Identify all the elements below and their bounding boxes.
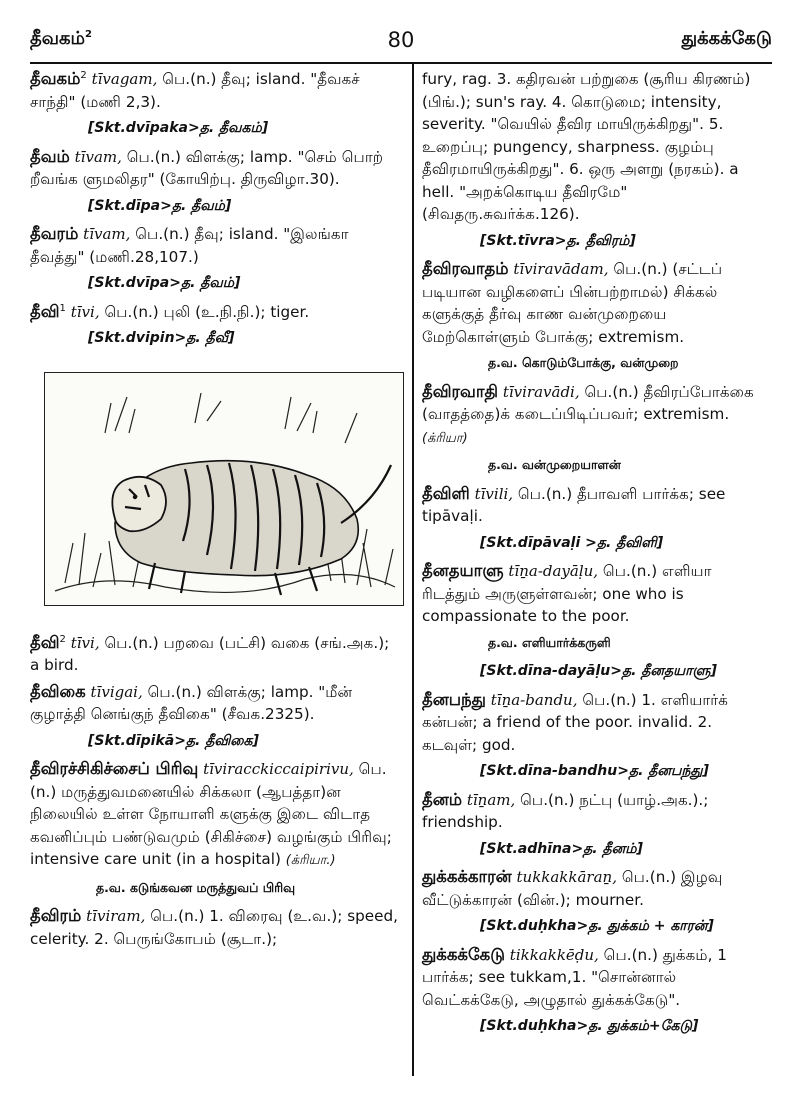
transliteration: tīviracckiccaipirivu, <box>203 760 354 778</box>
source-reference: (க்ரியா) <box>422 430 468 446</box>
headword: தீவரம் <box>30 224 79 243</box>
transliteration: tīvam, <box>83 225 131 243</box>
etymology: [Skt.duḥkha>த. துக்கம் + காரன்] <box>480 918 714 934</box>
dictionary-entry <box>422 483 772 528</box>
headword-superscript: 1 <box>59 302 66 314</box>
headword: தீவிளி <box>422 483 470 503</box>
dictionary-entry <box>30 68 402 113</box>
definition: பெ.(n.) 1. விரைவு (உ.வ.); speed, celerity. 2. பெருங்கோபம் (சூடா.); <box>30 907 398 948</box>
dictionary-entry <box>422 381 772 451</box>
transliteration: tīvili, <box>474 484 514 503</box>
dictionary-entry <box>30 758 402 873</box>
transliteration: tīṉam, <box>466 790 516 809</box>
transliteration: tīvagam, <box>91 70 158 88</box>
source-reference: (க்ரியா.) <box>285 853 336 868</box>
dictionary-entry <box>30 632 402 677</box>
definition: பெ.(n.) தீவிரப்போக்கை (வாதத்தை)க் கடைப்பிடிப்பவர்; extremism. <box>422 382 754 423</box>
etymology: [Skt.dīpāvaḷi >த. தீவிளி] <box>480 534 664 551</box>
headword: துக்கக்காரன் <box>422 867 512 886</box>
transliteration: tīvi, <box>70 633 100 652</box>
definition: பெ.(n.) இழவு வீட்டுக்காரன் (வின்.); mourner. <box>422 868 723 909</box>
tamil-synonym: த.வ. எளியார்க்கருளி <box>488 634 611 650</box>
dictionary-entry <box>422 789 772 834</box>
dictionary-entry <box>422 689 772 757</box>
headword-superscript: 2 <box>80 69 87 81</box>
definition: பெ.(n.) 1. எளியார்க் கன்பன்; a friend of the poor. invalid. 2. கடவுள்; god. <box>422 690 728 754</box>
definition: பெ.(n.) துக்கம், 1 பார்க்க; see tukkam,1. "சொன்னால் வெட்கக்கேடு, அழுதால் துக்கக்கேடு". <box>422 945 727 1009</box>
etymology: [Skt.dīpikā>த. தீவிகை] <box>88 732 259 749</box>
running-head-left: தீவகம்$^2$ <box>30 28 92 49</box>
definition: பெ.(n.) விளக்கு; lamp. "செம் பொற் றீவங்க ளுமலிதர" (கோயிற்பு. திருவிழா.30). <box>30 147 384 188</box>
transliteration: tīvi, <box>70 302 100 321</box>
tiger-drawing <box>45 373 403 605</box>
etymology: [Skt.tīvra>த. தீவிரம்] <box>480 232 636 249</box>
headword: தீவி <box>30 301 60 321</box>
headword: தீவிரவாதி <box>422 381 498 401</box>
headword: தீனபந்து <box>422 689 486 709</box>
transliteration: tīviravādi, <box>502 382 580 401</box>
definition: பெ.(n.) தீவு; island. "இலங்கா தீவத்து" (மணி.28,107.) <box>30 225 349 266</box>
etymology: [Skt.duḥkha>த. துக்கம்+கேடு] <box>480 1018 699 1034</box>
etymology: [Skt.dvīpaka>த. தீவகம்] <box>88 120 269 136</box>
etymology: [Skt.dīna-dayāḷu>த. தீனதயாளு] <box>480 663 717 679</box>
transliteration: tīṉa-bandu, <box>490 690 578 709</box>
definition: பெ.(n.) (சட்டப் படியான வழிகளைப் பின்பற்றாமல்) சிக்கல் களுக்குத் தீர்வு காண வன்முறையை மேற்கொள்ளும் போக்கு; extremism. <box>422 260 723 346</box>
column-divider <box>412 64 414 1076</box>
etymology: [Skt.dīpa>த. தீவம்] <box>88 197 232 214</box>
transliteration: tīṉa-dayāḷu, <box>508 562 599 580</box>
definition: பெ.(n.) தீபாவளி பார்க்க; see tipāvaḷi. <box>422 484 726 525</box>
left-column <box>30 68 402 954</box>
headword: தீவிரச்சிகிச்சைப் பிரிவு <box>30 759 199 778</box>
page-number: 80 <box>387 28 415 52</box>
transliteration: tīviravādam, <box>513 260 609 278</box>
etymology: [Skt.dvipin>த. தீவீ] <box>88 330 235 346</box>
dictionary-entry <box>30 146 402 191</box>
dictionary-entry <box>30 905 402 950</box>
right-column <box>422 68 772 1044</box>
headword: தீவகம் <box>30 69 81 88</box>
etymology: [Skt.dvīpa>த. தீவம்] <box>88 275 241 291</box>
headword-superscript: 2 <box>59 633 66 645</box>
dictionary-entry <box>30 223 402 268</box>
definition: பெ.(n.) நட்பு (யாழ்.அக.).; friendship. <box>422 790 709 831</box>
transliteration: tīvigai, <box>90 682 143 701</box>
definition: பெ.(n.) பறவை (பட்சி) வகை (சங்.அக.); a bird. <box>30 633 390 674</box>
definition: பெ.(n.) எளியா ரிடத்தும் அருளுள்ளவன்; one who is compassionate to the poor. <box>422 562 712 625</box>
headword: துக்கக்கேடு <box>422 944 505 964</box>
tamil-synonym: த.வ. கொடும்போக்கு, வன்முறை <box>488 355 679 370</box>
headword: தீவிரவாதம் <box>422 259 509 278</box>
tamil-synonym: த.வ. வன்முறையாளன் <box>488 457 621 472</box>
transliteration: tīviram, <box>86 907 146 925</box>
tiger-illustration <box>44 372 404 606</box>
definition: பெ.(n.) புலி (உ.நி.நி.); tiger. <box>104 302 310 321</box>
definition: பெ.(n.) மருத்துவமனையில் சிக்கலா (ஆபத்தா)ன நிலையில் உள்ள நோயாளி களுக்கு இடை விடாத கவனிப்பும் பண்டுவமும் (சிகிச்சை) வழங்கும் பிரிவு; intensive care unit (in a hospital) <box>30 760 392 868</box>
etymology: [Skt.adhīna>த. தீனம்] <box>480 840 643 857</box>
entry-continuation: fury, rag. 3. கதிரவன் பற்றுகை (சூரிய கிரணம்) (பிங்.); sun's ray. 4. கொடுமை; intensity, severity. "வெயில் தீவிர மாயிருக்கிறது". 5. உறைப்பு; pungency, sharpness. குழம்பு தீவிரமாயிருக்கிறது". 6. ஒரு அளறு (நரகம்). a hell. "அறக்கொடிய தீவிரமே" (சிவதரு.சுவர்க்க.126). <box>422 70 751 223</box>
page-header <box>30 28 772 58</box>
dictionary-entry <box>422 560 772 628</box>
headword: தீவிகை <box>30 681 86 701</box>
dictionary-entry <box>30 681 402 726</box>
dictionary-entry <box>30 301 402 324</box>
transliteration: tikkakkēḍu, <box>509 945 599 964</box>
dictionary-entry <box>422 866 772 911</box>
tamil-synonym: த.வ. கடுங்கவன மருத்துவப் பிரிவு <box>96 879 296 895</box>
headword: தீவிரம் <box>30 906 82 925</box>
headword: தீனம் <box>422 789 463 809</box>
transliteration: tīvam, <box>74 147 122 166</box>
definition: பெ.(n.) விளக்கு; lamp. "மீன் குழாத்தி னெங்குந் தீவிகை" (சீவக.2325). <box>30 682 353 723</box>
dictionary-entry <box>422 258 772 348</box>
running-head-right: துக்கக்கேடு <box>681 28 772 49</box>
definition: பெ.(n.) தீவு; island. "தீவகச் சாந்தி" (மணி 2,3). <box>30 70 360 111</box>
header-rule <box>30 62 772 64</box>
etymology: [Skt.dīna-bandhu>த. தீனபந்து] <box>480 763 709 779</box>
headword: தீனதயாளு <box>422 561 504 580</box>
headword: தீவம் <box>30 146 70 166</box>
dictionary-entry <box>422 944 772 1012</box>
transliteration: tukkakkāraṉ, <box>516 868 617 886</box>
headword: தீவி <box>30 632 60 652</box>
